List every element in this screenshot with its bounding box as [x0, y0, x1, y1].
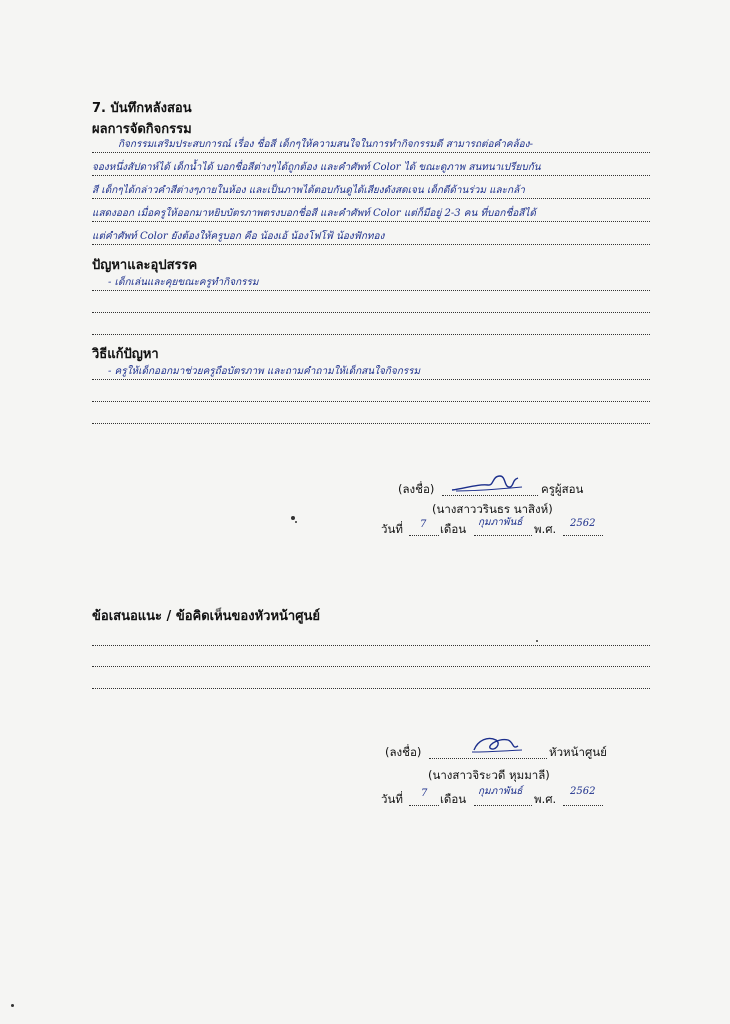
teacher-name: (นางสาววรินธร นาสิงห์) — [432, 502, 553, 516]
dotted-line — [92, 198, 650, 199]
head-month: กุมภาพันธ์ — [478, 786, 523, 797]
section-title: 7. บันทึกหลังสอน — [92, 101, 192, 116]
solutions-heading: วิธีแก้ปัญหา — [92, 347, 159, 362]
results-line: สี เด็กๆได้กล่าวคำสีต่างๆภายในห้อง และเป็นภาพได้ตอบกันดูได้เสียงดังสดเจน เด็กดีด้านร่วม และกล้า — [92, 185, 525, 196]
results-line: กิจกรรมเสริมประสบการณ์ เรื่อง ชื่อสี เด็กๆให้ความสนใจในการทำกิจกรรมดี สามารถต่อคำคล้อง- — [118, 139, 533, 150]
head-month-label: เดือน — [440, 792, 467, 806]
teacher-year-label: พ.ศ. — [534, 522, 557, 536]
dotted-line — [92, 312, 650, 313]
dotted-line — [92, 666, 650, 667]
head-year-label: พ.ศ. — [534, 792, 557, 806]
head-signature-mark — [468, 730, 528, 758]
scan-speck — [536, 640, 538, 642]
scan-speck — [11, 1004, 14, 1007]
results-line: แสดงออก เมื่อครูให้ออกมาหยิบบัตรภาพตรงบอกชื่อสี และคำศัพท์ Color แต่ก็มีอยู่ 2-3 คน ที่บอกชื่อสีได้ — [92, 208, 536, 219]
teacher-role: ครูผู้สอน — [541, 482, 584, 496]
head-role: หัวหน้าศูนย์ — [549, 745, 607, 759]
solutions-line: - ครูให้เด็กออกมาช่วยครูถือบัตรภาพ และถามคำถามให้เด็กสนใจกิจกรรม — [108, 366, 421, 377]
teacher-month-label: เดือน — [440, 522, 467, 536]
dotted-line — [92, 221, 650, 222]
teacher-signature-mark — [448, 470, 528, 496]
dotted-line — [92, 688, 650, 689]
dotted-line — [92, 175, 650, 176]
problems-heading: ปัญหาและอุปสรรค — [92, 258, 198, 273]
teacher-year: 2562 — [570, 518, 596, 529]
suggestion-heading: ข้อเสนอแนะ / ข้อคิดเห็นของหัวหน้าศูนย์ — [92, 609, 320, 624]
dotted-line — [92, 401, 650, 402]
teacher-day: 7 — [420, 519, 427, 530]
dotted-line — [92, 244, 650, 245]
teacher-date-label: วันที่ — [381, 522, 403, 536]
results-line: แต่คำศัพท์ Color ยังต้องให้ครูบอก คือ น้องเอ้ น้องโฟโฟ้ น้องฟักทอง — [92, 231, 385, 242]
dotted-line — [92, 290, 650, 291]
dotted-line — [92, 423, 650, 424]
head-year: 2562 — [570, 786, 596, 797]
problems-line: - เด็กเล่นและคุยขณะครูทำกิจกรรม — [108, 277, 259, 288]
head-name: (นางสาวจิระวดี หุมมาลี) — [428, 768, 550, 782]
scan-speck — [291, 516, 295, 520]
head-sign-label: (ลงชื่อ) — [385, 745, 422, 759]
dotted-line — [92, 334, 650, 335]
teacher-sign-label: (ลงชื่อ) — [398, 482, 435, 496]
scan-speck — [295, 521, 297, 523]
head-date-label: วันที่ — [381, 792, 403, 806]
results-heading: ผลการจัดกิจกรรม — [92, 122, 192, 137]
dotted-line — [92, 379, 650, 380]
dotted-line — [92, 645, 650, 646]
teacher-month: กุมภาพันธ์ — [478, 517, 523, 528]
results-line: จองหนึ่งสัปดาห์ได้ เด็กน้ำได้ บอกชื่อสีต่างๆได้ถูกต้อง และคำศัพท์ Color ได้ ขณะดูภาพ สนทนาเปรียบกัน — [92, 162, 541, 173]
dotted-line — [92, 152, 650, 153]
head-day: 7 — [421, 788, 428, 799]
